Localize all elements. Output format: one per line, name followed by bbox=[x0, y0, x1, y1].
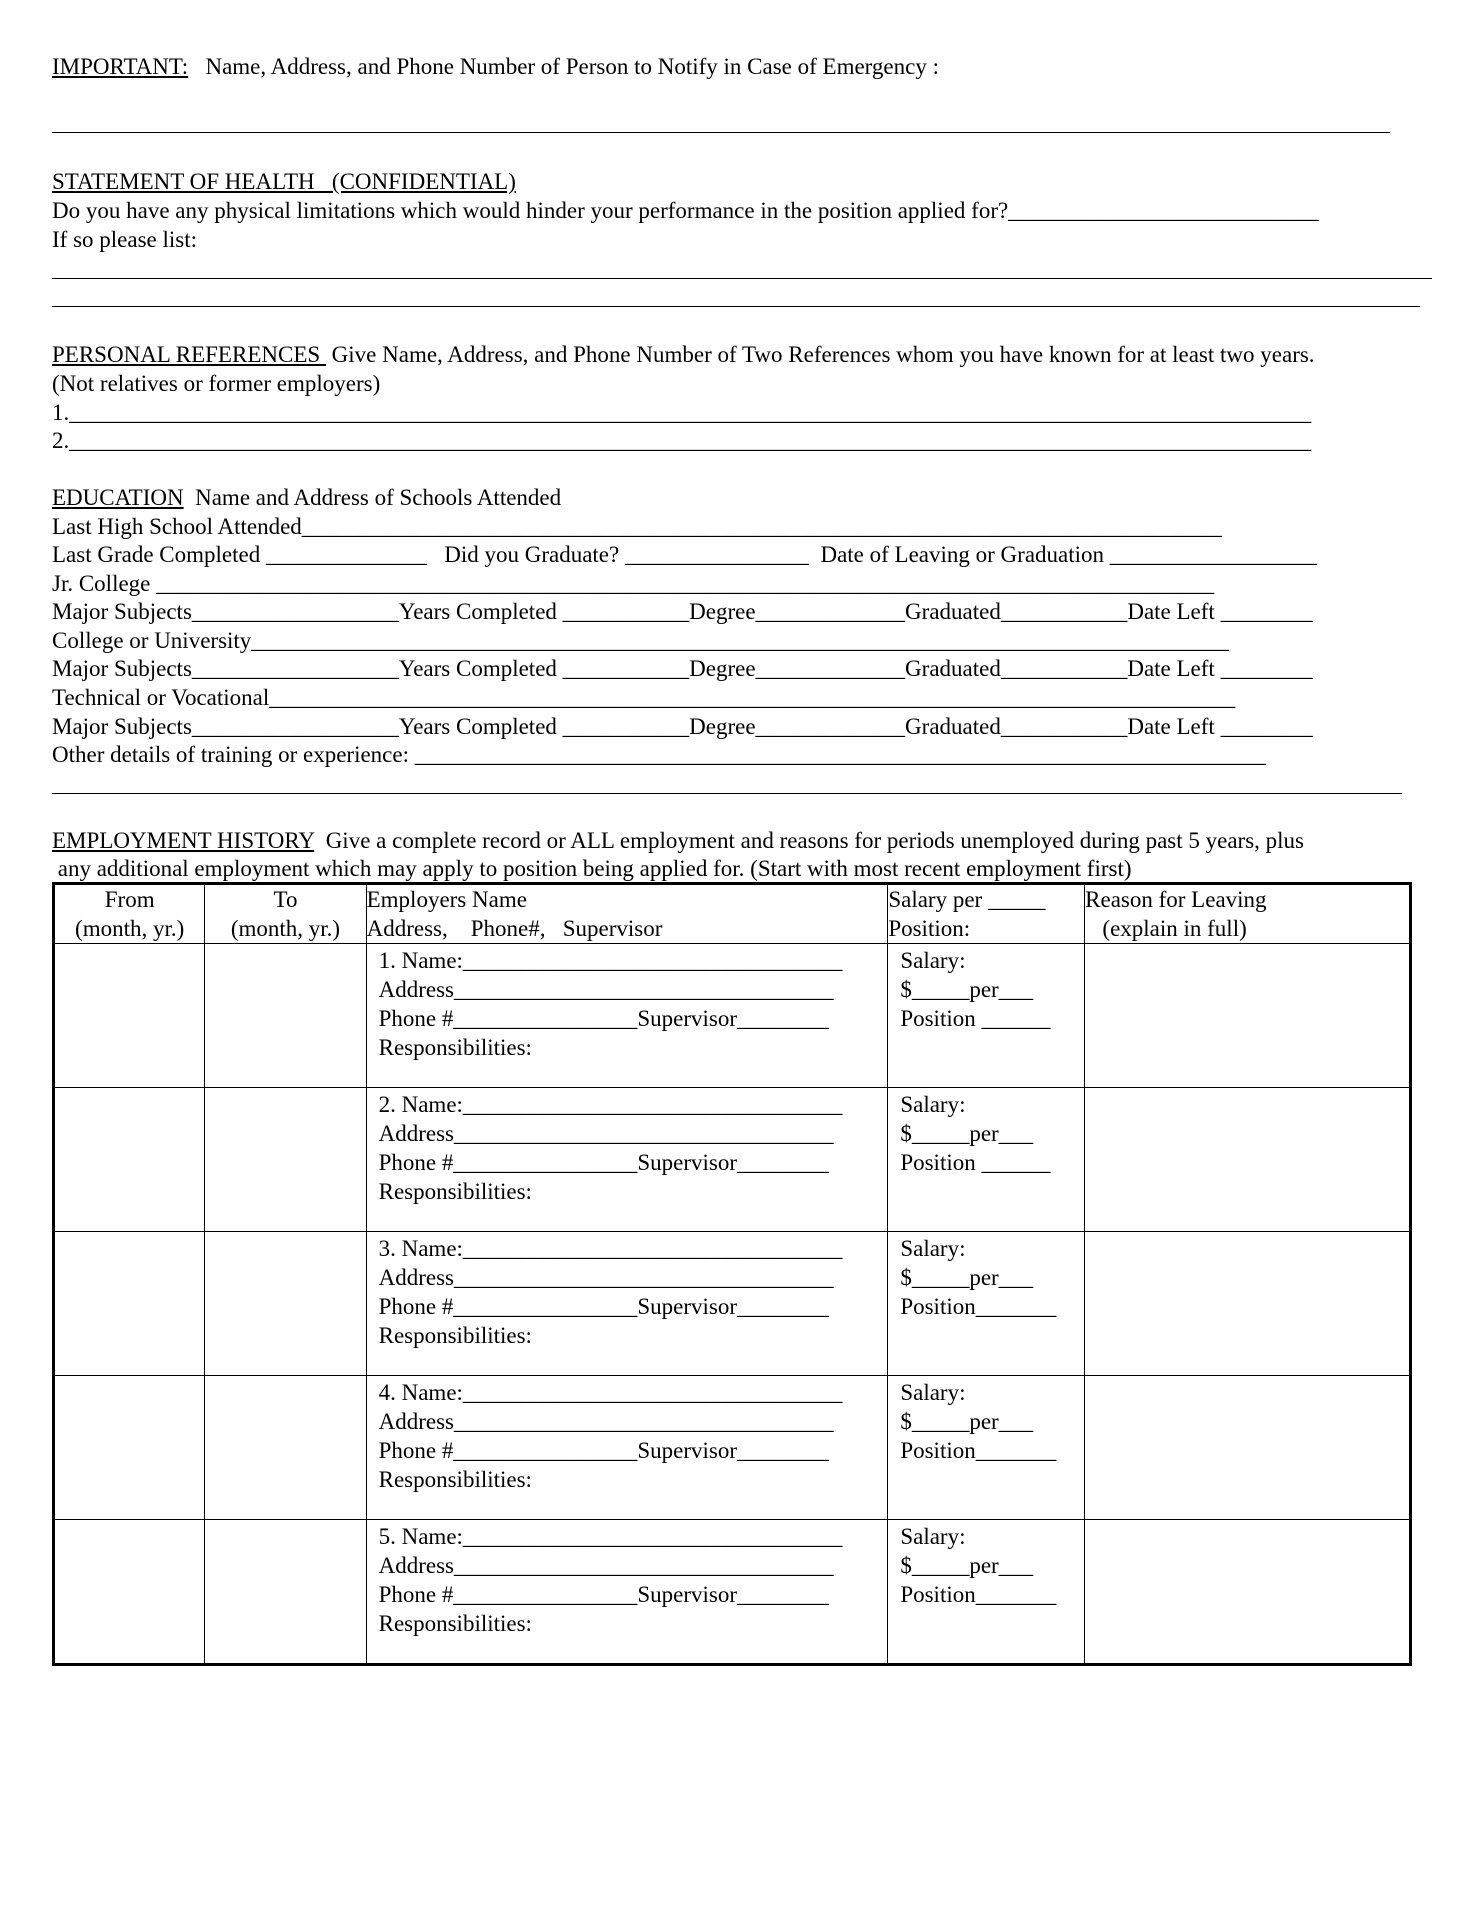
emergency-heading: IMPORTANT: bbox=[52, 54, 189, 79]
college-field[interactable]: College or University_____________________________________________________________________________________ bbox=[52, 628, 1229, 653]
table-row bbox=[54, 1088, 1411, 1232]
table-row bbox=[54, 944, 1411, 1088]
employer-cell[interactable]: 1. Name:_________________________________ Address_________________________________ Phone #________________Supervisor________ Responsibilities: bbox=[366, 944, 888, 1088]
reason-cell[interactable] bbox=[1085, 1088, 1411, 1232]
references-line bbox=[52, 341, 1315, 369]
from-cell[interactable] bbox=[54, 1520, 205, 1665]
employment-header-row bbox=[54, 884, 1411, 944]
health-heading: STATEMENT OF HEALTH (CONFIDENTIAL) bbox=[52, 169, 516, 194]
health-blank-1[interactable] bbox=[52, 278, 1432, 279]
other-training-field[interactable]: Other details of training or experience: __________________________________________________________________________ bbox=[52, 742, 1266, 767]
table-row bbox=[54, 1232, 1411, 1376]
table-row bbox=[54, 1520, 1411, 1665]
reference-2[interactable]: 2.____________________________________________________________________________________________________________ bbox=[52, 428, 1312, 453]
employment-line bbox=[52, 827, 1304, 855]
health-blank-2[interactable] bbox=[52, 306, 1420, 307]
employment-text: Give a complete record or ALL employment and reasons for periods unemployed during past 5 years, plus bbox=[314, 828, 1304, 853]
major-subjects-3[interactable]: Major Subjects__________________Years Completed ___________Degree_____________Graduated___________Date Left ________ bbox=[52, 714, 1313, 739]
reason-header: Reason for Leaving (explain in full) bbox=[1085, 884, 1411, 944]
education-heading: EDUCATION bbox=[52, 485, 184, 510]
from-header: From (month, yr.) bbox=[54, 884, 205, 944]
employer-header: Employers Name Address, Phone#, Supervisor bbox=[366, 884, 888, 944]
reason-cell[interactable] bbox=[1085, 1232, 1411, 1376]
salary-cell[interactable]: Salary: $_____per___ Position_______ bbox=[888, 1520, 1085, 1665]
employer-cell[interactable]: 4. Name:_________________________________ Address_________________________________ Phone #________________Supervisor________ Responsibilities: bbox=[366, 1376, 888, 1520]
to-header: To (month, yr.) bbox=[205, 884, 366, 944]
health-question: Do you have any physical limitations which would hinder your performance in the position applied for?___________________________ bbox=[52, 198, 1319, 223]
employment-table bbox=[52, 882, 1412, 1666]
high-school-field[interactable]: Last High School Attended________________________________________________________________________________ bbox=[52, 514, 1222, 539]
jr-college-field[interactable]: Jr. College ____________________________________________________________________________________________ bbox=[52, 571, 1215, 596]
references-heading: PERSONAL REFERENCES bbox=[52, 342, 326, 367]
references-text: Give Name, Address, and Phone Number of Two References whom you have known for at least two years. bbox=[325, 342, 1315, 367]
to-cell[interactable] bbox=[205, 1520, 366, 1665]
other-training-blank[interactable] bbox=[52, 793, 1402, 794]
reason-cell[interactable] bbox=[1085, 1376, 1411, 1520]
reference-1[interactable]: 1.____________________________________________________________________________________________________________ bbox=[52, 400, 1312, 425]
from-cell[interactable] bbox=[54, 944, 205, 1088]
emergency-text: Name, Address, and Phone Number of Person to Notify in Case of Emergency : bbox=[188, 54, 939, 79]
employer-cell[interactable]: 2. Name:_________________________________ Address_________________________________ Phone #________________Supervisor________ Responsibilities: bbox=[366, 1088, 888, 1232]
to-cell[interactable] bbox=[205, 1376, 366, 1520]
emergency-line bbox=[52, 53, 939, 81]
major-subjects-1[interactable]: Major Subjects__________________Years Completed ___________Degree_____________Graduated___________Date Left ________ bbox=[52, 599, 1313, 624]
employer-cell[interactable]: 3. Name:_________________________________ Address_________________________________ Phone #________________Supervisor________ Responsibilities: bbox=[366, 1232, 888, 1376]
salary-header: Salary per _____ Position: bbox=[888, 884, 1085, 944]
salary-cell[interactable]: Salary: $_____per___ Position_______ bbox=[888, 1232, 1085, 1376]
to-cell[interactable] bbox=[205, 1088, 366, 1232]
references-note: (Not relatives or former employers) bbox=[52, 371, 381, 396]
salary-cell[interactable]: Salary: $_____per___ Position ______ bbox=[888, 944, 1085, 1088]
to-cell[interactable] bbox=[205, 944, 366, 1088]
emergency-blank[interactable] bbox=[52, 132, 1390, 133]
employment-text-2: any additional employment which may apply to position being applied for. (Start with most recent employment first) bbox=[52, 856, 1132, 881]
employment-heading: EMPLOYMENT HISTORY bbox=[52, 828, 315, 853]
from-cell[interactable] bbox=[54, 1088, 205, 1232]
technical-field[interactable]: Technical or Vocational____________________________________________________________________________________ bbox=[52, 685, 1236, 710]
from-cell[interactable] bbox=[54, 1232, 205, 1376]
table-row bbox=[54, 1376, 1411, 1520]
from-cell[interactable] bbox=[54, 1376, 205, 1520]
education-text: Name and Address of Schools Attended bbox=[183, 485, 562, 510]
to-cell[interactable] bbox=[205, 1232, 366, 1376]
health-list-label: If so please list: bbox=[52, 227, 197, 252]
grade-field[interactable]: Last Grade Completed ______________ Did you Graduate? ________________ Date of Leaving or Graduation __________________ bbox=[52, 542, 1317, 567]
employer-cell[interactable]: 5. Name:_________________________________ Address_________________________________ Phone #________________Supervisor________ Responsibilities: bbox=[366, 1520, 888, 1665]
salary-cell[interactable]: Salary: $_____per___ Position ______ bbox=[888, 1088, 1085, 1232]
reason-cell[interactable] bbox=[1085, 1520, 1411, 1665]
major-subjects-2[interactable]: Major Subjects__________________Years Completed ___________Degree_____________Graduated___________Date Left ________ bbox=[52, 656, 1313, 681]
reason-cell[interactable] bbox=[1085, 944, 1411, 1088]
salary-cell[interactable]: Salary: $_____per___ Position_______ bbox=[888, 1376, 1085, 1520]
education-line bbox=[52, 484, 561, 512]
